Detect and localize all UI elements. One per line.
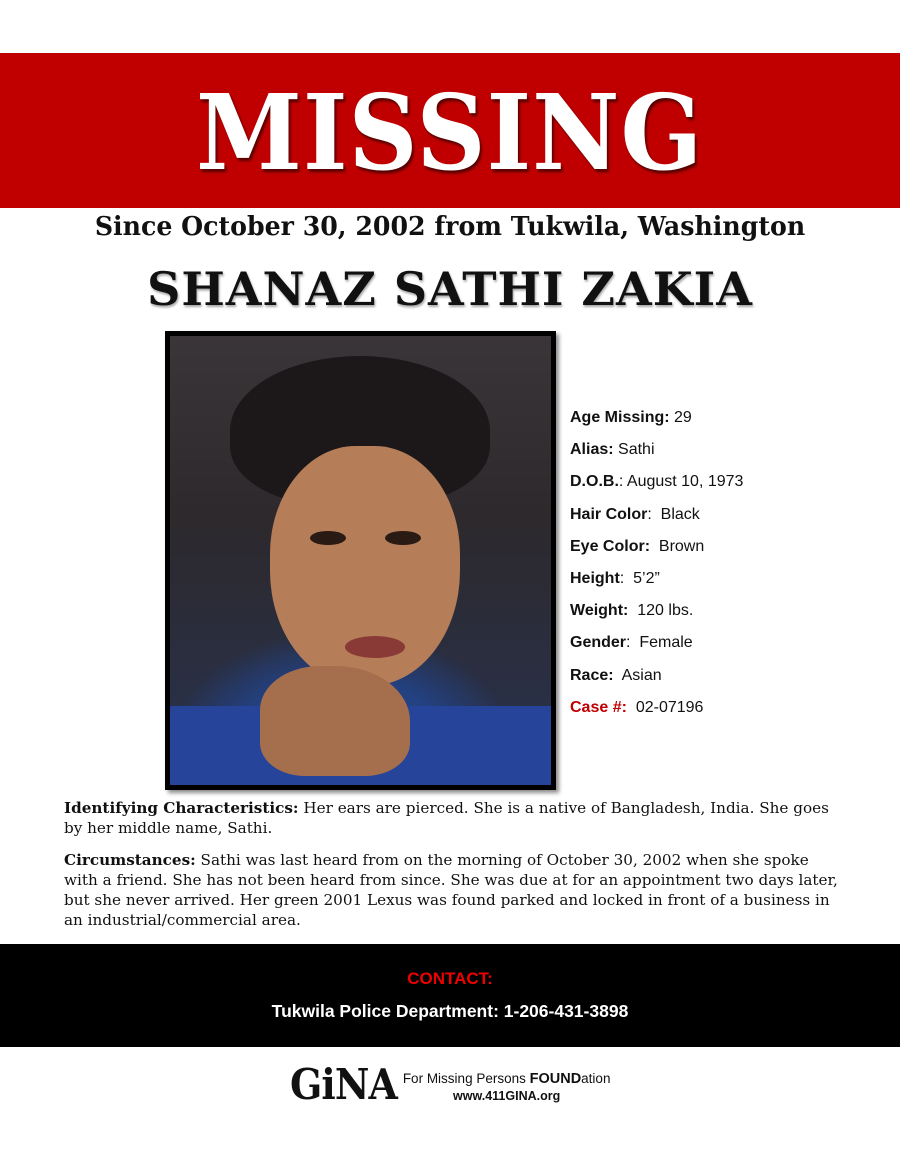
detail-eye-color: Eye Color: Brown [570,537,705,555]
photo-eye-left [310,531,346,545]
detail-alias: Alias: Sathi [570,441,655,459]
missing-banner [0,53,900,208]
photo-lips [345,636,405,658]
circumstances: Circumstances: Sathi was last heard from on the morning of October 30, 2002 when she spoke with a friend. She has not been heard from since. She was due at for an appointment two days later, but she never arrived. Her green 2001 Lexus was found parked and locked in front of a business in an industrial/commercial area. [64,851,838,929]
detail-height: Height: 5’2” [570,569,660,587]
detail-dob: D.O.B.: August 10, 1973 [570,473,744,491]
person-name: SHANAZ SATHI ZAKIA [147,262,753,316]
details-list [570,405,743,727]
photo-eye-right [385,531,421,545]
detail-age-missing: Age Missing: 29 [570,409,692,426]
photo-hand [260,666,410,776]
detail-gender: Gender: Female [570,634,693,652]
detail-hair-color: Hair Color: Black [570,505,700,523]
identifying-characteristics: Identifying Characteristics: Her ears are pierced. She is a native of Bangladesh, India. She goes by her middle name, Sathi. [64,799,829,837]
contact-phone-line: Tukwila Police Department: 1-206-431-3898 [271,1001,629,1021]
contact-bar [0,944,900,1047]
detail-case-number: Case #: 02-07196 [570,698,704,716]
missing-since-line: Since October 30, 2002 from Tukwila, Washington [94,212,806,242]
missing-title: MISSING [196,70,704,194]
gina-wordmark: GiNA [290,1060,397,1109]
detail-weight: Weight: 120 lbs. [570,602,694,620]
person-photo [165,331,556,790]
detail-race: Race: Asian [570,666,662,684]
contact-heading: CONTACT: [407,969,493,988]
gina-url: www.411GINA.org [453,1089,561,1103]
gina-logo [290,1060,611,1109]
gina-tagline: For Missing Persons FOUNDation www.411GINA.org [402,1071,611,1103]
